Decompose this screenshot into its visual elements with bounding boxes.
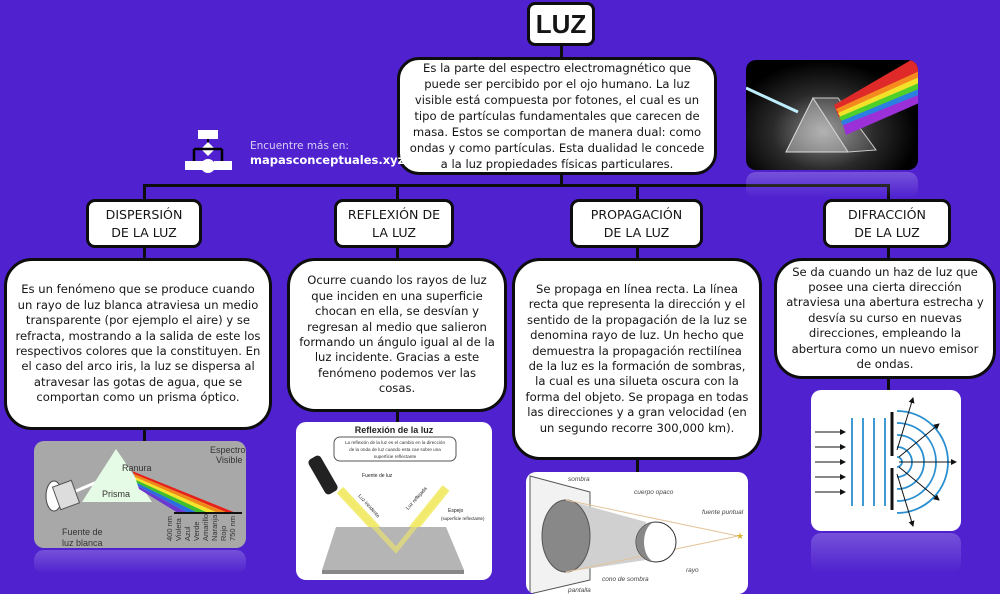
label-screen: pantalla <box>568 587 591 594</box>
branding-site-link[interactable]: mapasconceptuales.xyz <box>250 152 405 167</box>
branding[interactable] <box>184 128 404 178</box>
label-ray: rayo <box>686 567 699 574</box>
star-icon: ★ <box>736 531 745 541</box>
scale-label: Violeta <box>174 518 183 541</box>
diffraction-image-reflection <box>811 533 961 573</box>
label-source-1: Fuente de <box>62 527 103 537</box>
shadow-shape <box>542 500 590 572</box>
propagation-image <box>526 472 748 594</box>
prism-image-reflection <box>746 172 918 198</box>
description-propagation-text: Se propaga en línea recta. La línea recta que representa la dirección y el sentido de la propagación de la luz se denomina rayo de luz. Un hecho que demuestra la propagación rectilínea de la luz es la formación de sombras, la cual es una silueta oscura con la forma del objeto. Se propaga en todas las direcciones y a gran velocidad (en un segundo recorre 300,000 km). <box>525 281 749 435</box>
category-dispersion <box>86 199 202 248</box>
label-incident: Luz incidente <box>356 493 381 520</box>
label-reflected: Luz reflejada <box>405 486 429 512</box>
connector-desc3-image <box>636 458 639 472</box>
label-prism: Prisma <box>102 489 131 499</box>
label-slit: Ranura <box>122 463 152 473</box>
caption-line: La reflexión de la luz es el cambio en la dirección <box>344 440 446 445</box>
scale-label: Azul <box>183 526 192 541</box>
scale-label: Verde <box>192 521 201 541</box>
caption-line: superficie reflectante <box>373 454 417 459</box>
category-dispersion-line2: DE LA LUZ <box>111 224 177 240</box>
description-dispersion-text: Es un fenómeno que se produce cuando un rayo de luz blanca atraviesa un medio transparente (por ejemplo el aire) y se refracta, mostrando a la salida de este los respectivos colores que la constituyen. En el caso del arco iris, la luz se dispersa al atravesar las gotas de agua, que se comportan como un prisma óptico. <box>15 282 261 405</box>
scale-label: 400 nm <box>165 515 174 541</box>
description-reflection-text: Ocurre cuando los rayos de luz que inciden en una superficie chocan en ella, se desvían y regresan al medio que salieron formando un ángulo igual al de la luz incidente. Gracias a este fenómeno podemos ver las cosas. <box>299 273 495 396</box>
connector-desc1-image <box>143 428 146 442</box>
dispersion-image <box>34 441 246 548</box>
category-reflection-line1: REFLEXIÓN DE <box>347 206 441 222</box>
category-reflection <box>334 199 454 248</box>
description-diffraction <box>774 258 996 379</box>
label-opaque-body: cuerpo opaco <box>634 489 674 496</box>
category-diffraction-line1: DIFRACCIÓN <box>848 206 926 222</box>
label-shadow-cone: cono de sombra <box>602 576 649 583</box>
category-propagation-line2: DE LA LUZ <box>603 224 670 240</box>
label-point-source: fuente puntual <box>702 509 744 516</box>
category-propagation-line1: PROPAGACIÓN <box>590 206 683 222</box>
category-diffraction <box>823 199 951 248</box>
branding-tagline: Encuentre más en: <box>250 139 349 152</box>
description-propagation <box>512 258 762 460</box>
category-reflection-line2: LA LUZ <box>372 224 416 240</box>
flowchart-icon <box>184 128 244 178</box>
connector-desc4-image <box>887 377 890 391</box>
category-diffraction-line2: DE LA LUZ <box>854 224 920 240</box>
title-node <box>527 2 595 46</box>
definition-node <box>397 57 717 175</box>
label-spectrum-1: Espectro <box>210 445 246 455</box>
caption-line: de la onda de luz cuando esta cae sobre una <box>349 447 441 452</box>
label-spectrum-2: Visible <box>216 455 243 465</box>
flashlight-icon <box>307 454 339 496</box>
dispersion-image-reflection <box>34 550 246 574</box>
scale-label: 750 nm <box>228 515 237 541</box>
label-mirror-note: (superficie reflectante) <box>441 516 485 521</box>
diffraction-image <box>811 390 961 531</box>
title-text: LUZ <box>535 8 587 39</box>
scale-label: Rojo <box>219 525 228 541</box>
label-shadow: sombra <box>568 476 590 483</box>
label-source-2: luz blanca <box>62 538 103 548</box>
scale-label: Naranja <box>210 514 219 541</box>
definition-text: Es la parte del espectro electromagnético que puede ser percibido por el ojo humano. La luz visible está compuesta por fotones, el cual es un tipo de partículas fundamentales que carecen de masa. Estos se comportan de manera dual: como ondas y como partículas. Esta dualidad le concede a la luz propiedades físicas particulares. <box>409 61 705 171</box>
category-propagation <box>570 199 703 248</box>
scale-label: Amarillo <box>201 513 210 541</box>
description-diffraction-text: Se da cuando un haz de luz que posee una cierta dirección atraviesa una abertura estrecha y desvía su curso en nuevas direcciones, empleando la abertura como un nuevo emisor de ondas. <box>786 264 984 372</box>
prism-image <box>746 60 918 170</box>
label-mirror: Espejo <box>448 508 464 514</box>
description-dispersion <box>4 258 272 430</box>
reflection-image <box>296 422 492 580</box>
label-light-source: Fuente de luz <box>362 473 393 479</box>
description-reflection <box>287 258 507 412</box>
category-dispersion-line1: DISPERSIÓN <box>105 206 183 222</box>
reflection-image-title: Reflexión de la luz <box>354 425 434 435</box>
